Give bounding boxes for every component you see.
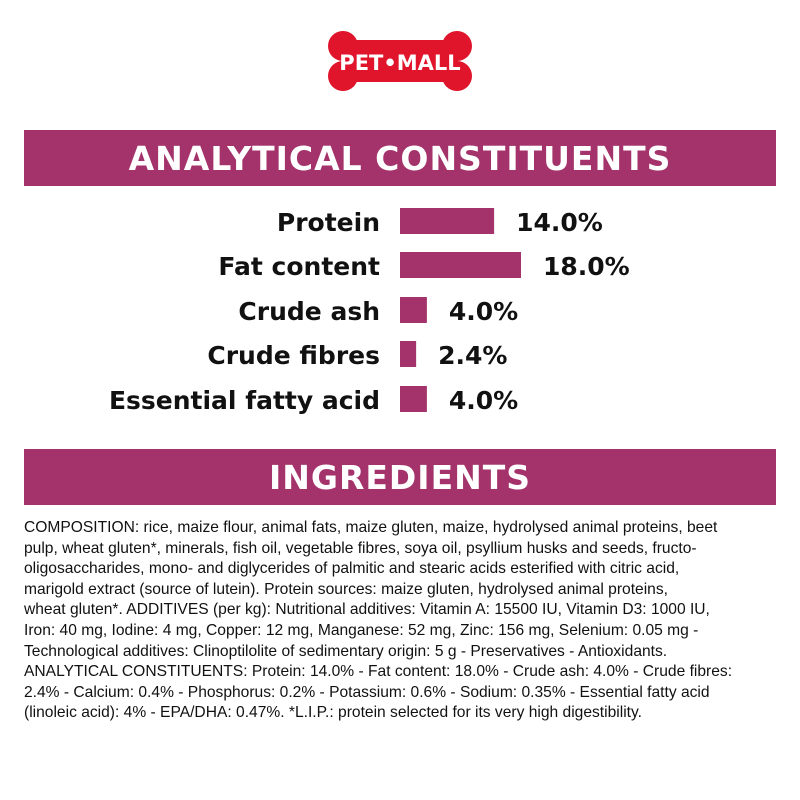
value-label: 14.0% xyxy=(516,208,603,237)
bar xyxy=(400,386,427,412)
composition-line: 2.4% - Calcium: 0.4% - Phosphorus: 0.2% - Potassium: 0.6% - Sodium: 0.35% - Essential fatty acid xyxy=(24,683,710,701)
analytical-constituents-title: ANALYTICAL CONSTITUENTS xyxy=(128,138,672,178)
bar xyxy=(400,208,494,234)
composition-line: pulp, wheat gluten*, minerals, fish oil, vegetable fibres, soya oil, psyllium husks and seeds, fructo- xyxy=(24,539,697,557)
bar xyxy=(400,341,416,367)
composition-line: wheat gluten*. ADDITIVES (per kg): Nutritional additives: Vitamin A: 15500 IU, Vitamin D3: 1000 IU, xyxy=(24,601,710,619)
pet-mall-logo xyxy=(326,28,474,94)
value-label: 4.0% xyxy=(448,297,519,326)
bone-logo-shape xyxy=(326,28,474,94)
composition-line: COMPOSITION: rice, maize flour, animal fats, maize gluten, maize, hydrolysed animal proteins, beet xyxy=(24,519,718,536)
analytical-constituents-banner xyxy=(24,130,776,186)
category-label: Crude fibres xyxy=(207,341,380,370)
ingredients-banner xyxy=(24,449,776,505)
bar xyxy=(400,297,427,323)
composition-line: marigold extract (source of lutein). Protein sources: maize gluten, hydrolysed animal proteins, xyxy=(24,580,668,598)
category-label: Protein xyxy=(276,208,380,237)
value-label: 18.0% xyxy=(543,252,630,281)
category-label: Essential fatty acid xyxy=(108,386,380,415)
analytical-constituents-chart xyxy=(0,190,800,430)
category-label: Crude ash xyxy=(238,297,380,326)
ingredients-title: INGREDIENTS xyxy=(268,457,532,497)
logo-wordmark: PET•MALL xyxy=(339,51,461,75)
composition-line: (linoleic acid): 4% - EPA/DHA: 0.47%. *L.I.P.: protein selected for its very high digestibility. xyxy=(24,704,642,722)
composition-line: oligosaccharides, mono- and diglycerides of palmitic and stearic acids esterified with citric acid, xyxy=(24,560,680,578)
composition-line: Technological additives: Clinoptilolite of sedimentary origin: 5 g - Preservatives - Antioxidants. xyxy=(24,642,668,660)
category-label: Fat content xyxy=(218,252,380,281)
composition-line: ANALYTICAL CONSTITUENTS: Protein: 14.0% - Fat content: 18.0% - Crude ash: 4.0% - Crude fibres: xyxy=(24,663,733,681)
composition-text xyxy=(24,518,784,724)
bar xyxy=(400,252,521,278)
value-label: 2.4% xyxy=(438,341,508,370)
composition-line: Iron: 40 mg, Iodine: 4 mg, Copper: 12 mg, Manganese: 52 mg, Zinc: 156 mg, Selenium: 0.05 mg - xyxy=(24,621,699,639)
value-label: 4.0% xyxy=(448,386,519,415)
